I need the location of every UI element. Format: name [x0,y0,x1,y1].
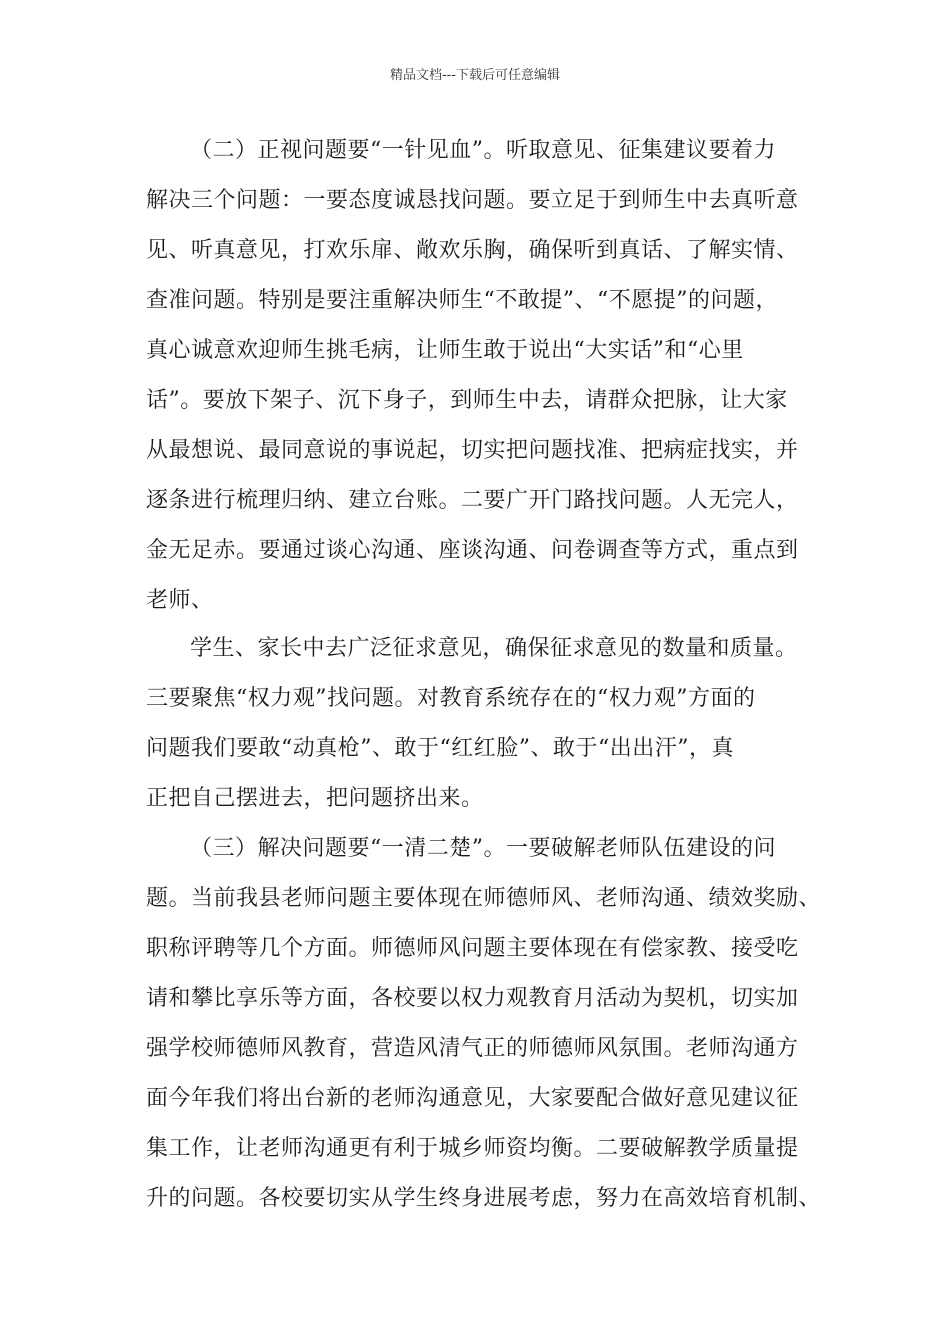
text-line: 从最想说、最同意说的事说起，切实把问题找准、把病症找实，并 [146,438,799,463]
text-line: 学生、家长中去广泛征求意见，确保征求意见的数量和质量。 [190,636,798,661]
paragraph-continued [146,624,826,824]
paragraph-3 [146,824,826,1224]
text-line: 面今年我们将出台新的老师沟通意见，大家要配合做好意见建议征 [146,1086,799,1111]
text-line: 老师、 [146,588,214,613]
page-header: 精品文档---下载后可任意编辑 [389,68,561,83]
paragraph-2 [146,126,826,626]
text-line: 查准问题。特别是要注重解决师生“不敢提”、“不愿提”的问题， [146,288,778,313]
text-line: 真心诚意欢迎师生挑毛病，让师生敢于说出“大实话”和“心里 [146,338,744,363]
text-line: 见、听真意见，打欢乐扉、敞欢乐胸，确保听到真话、了解实情、 [146,238,799,263]
text-line: 逐条进行梳理归纳、建立台账。二要广开门路找问题。人无完人， [146,488,799,513]
text-line: 职称评聘等几个方面。师德师风问题主要体现在有偿家教、接受吃 [146,936,799,961]
text-line: 解决三个问题：一要态度诚恳找问题。要立足于到师生中去真听意 [146,188,799,213]
text-line: 问题我们要敢“动真枪”、敢于“红红脸”、敢于“出出汗”，真 [146,736,734,761]
text-line: 升的问题。各校要切实从学生终身进展考虑，努力在高效培育机制、 [146,1186,822,1211]
text-line: 话”。要放下架子、沉下身子，到师生中去，请群众把脉，让大家 [146,388,788,413]
text-line: （三）解决问题要“一清二楚”。一要破解老师队伍建设的问 [190,836,776,861]
text-line: 集工作，让老师沟通更有利于城乡师资均衡。二要破解教学质量提 [146,1136,799,1161]
text-line: 题。当前我县老师问题主要体现在师德师风、老师沟通、绩效奖励、 [146,886,822,911]
text-line: 正把自己摆进去，把问题挤出来。 [146,786,484,811]
text-line: （二）正视问题要“一针见血”。听取意见、征集建议要着力 [190,138,776,163]
text-line: 金无足赤。要通过谈心沟通、座谈沟通、问卷调查等方式，重点到 [146,538,799,563]
text-line: 请和攀比享乐等方面，各校要以权力观教育月活动为契机，切实加 [146,986,799,1011]
text-line: 强学校师德师风教育，营造风清气正的师德师风氛围。老师沟通方 [146,1036,799,1061]
text-line: 三要聚焦“权力观”找问题。对教育系统存在的“权力观”方面的 [146,686,756,711]
